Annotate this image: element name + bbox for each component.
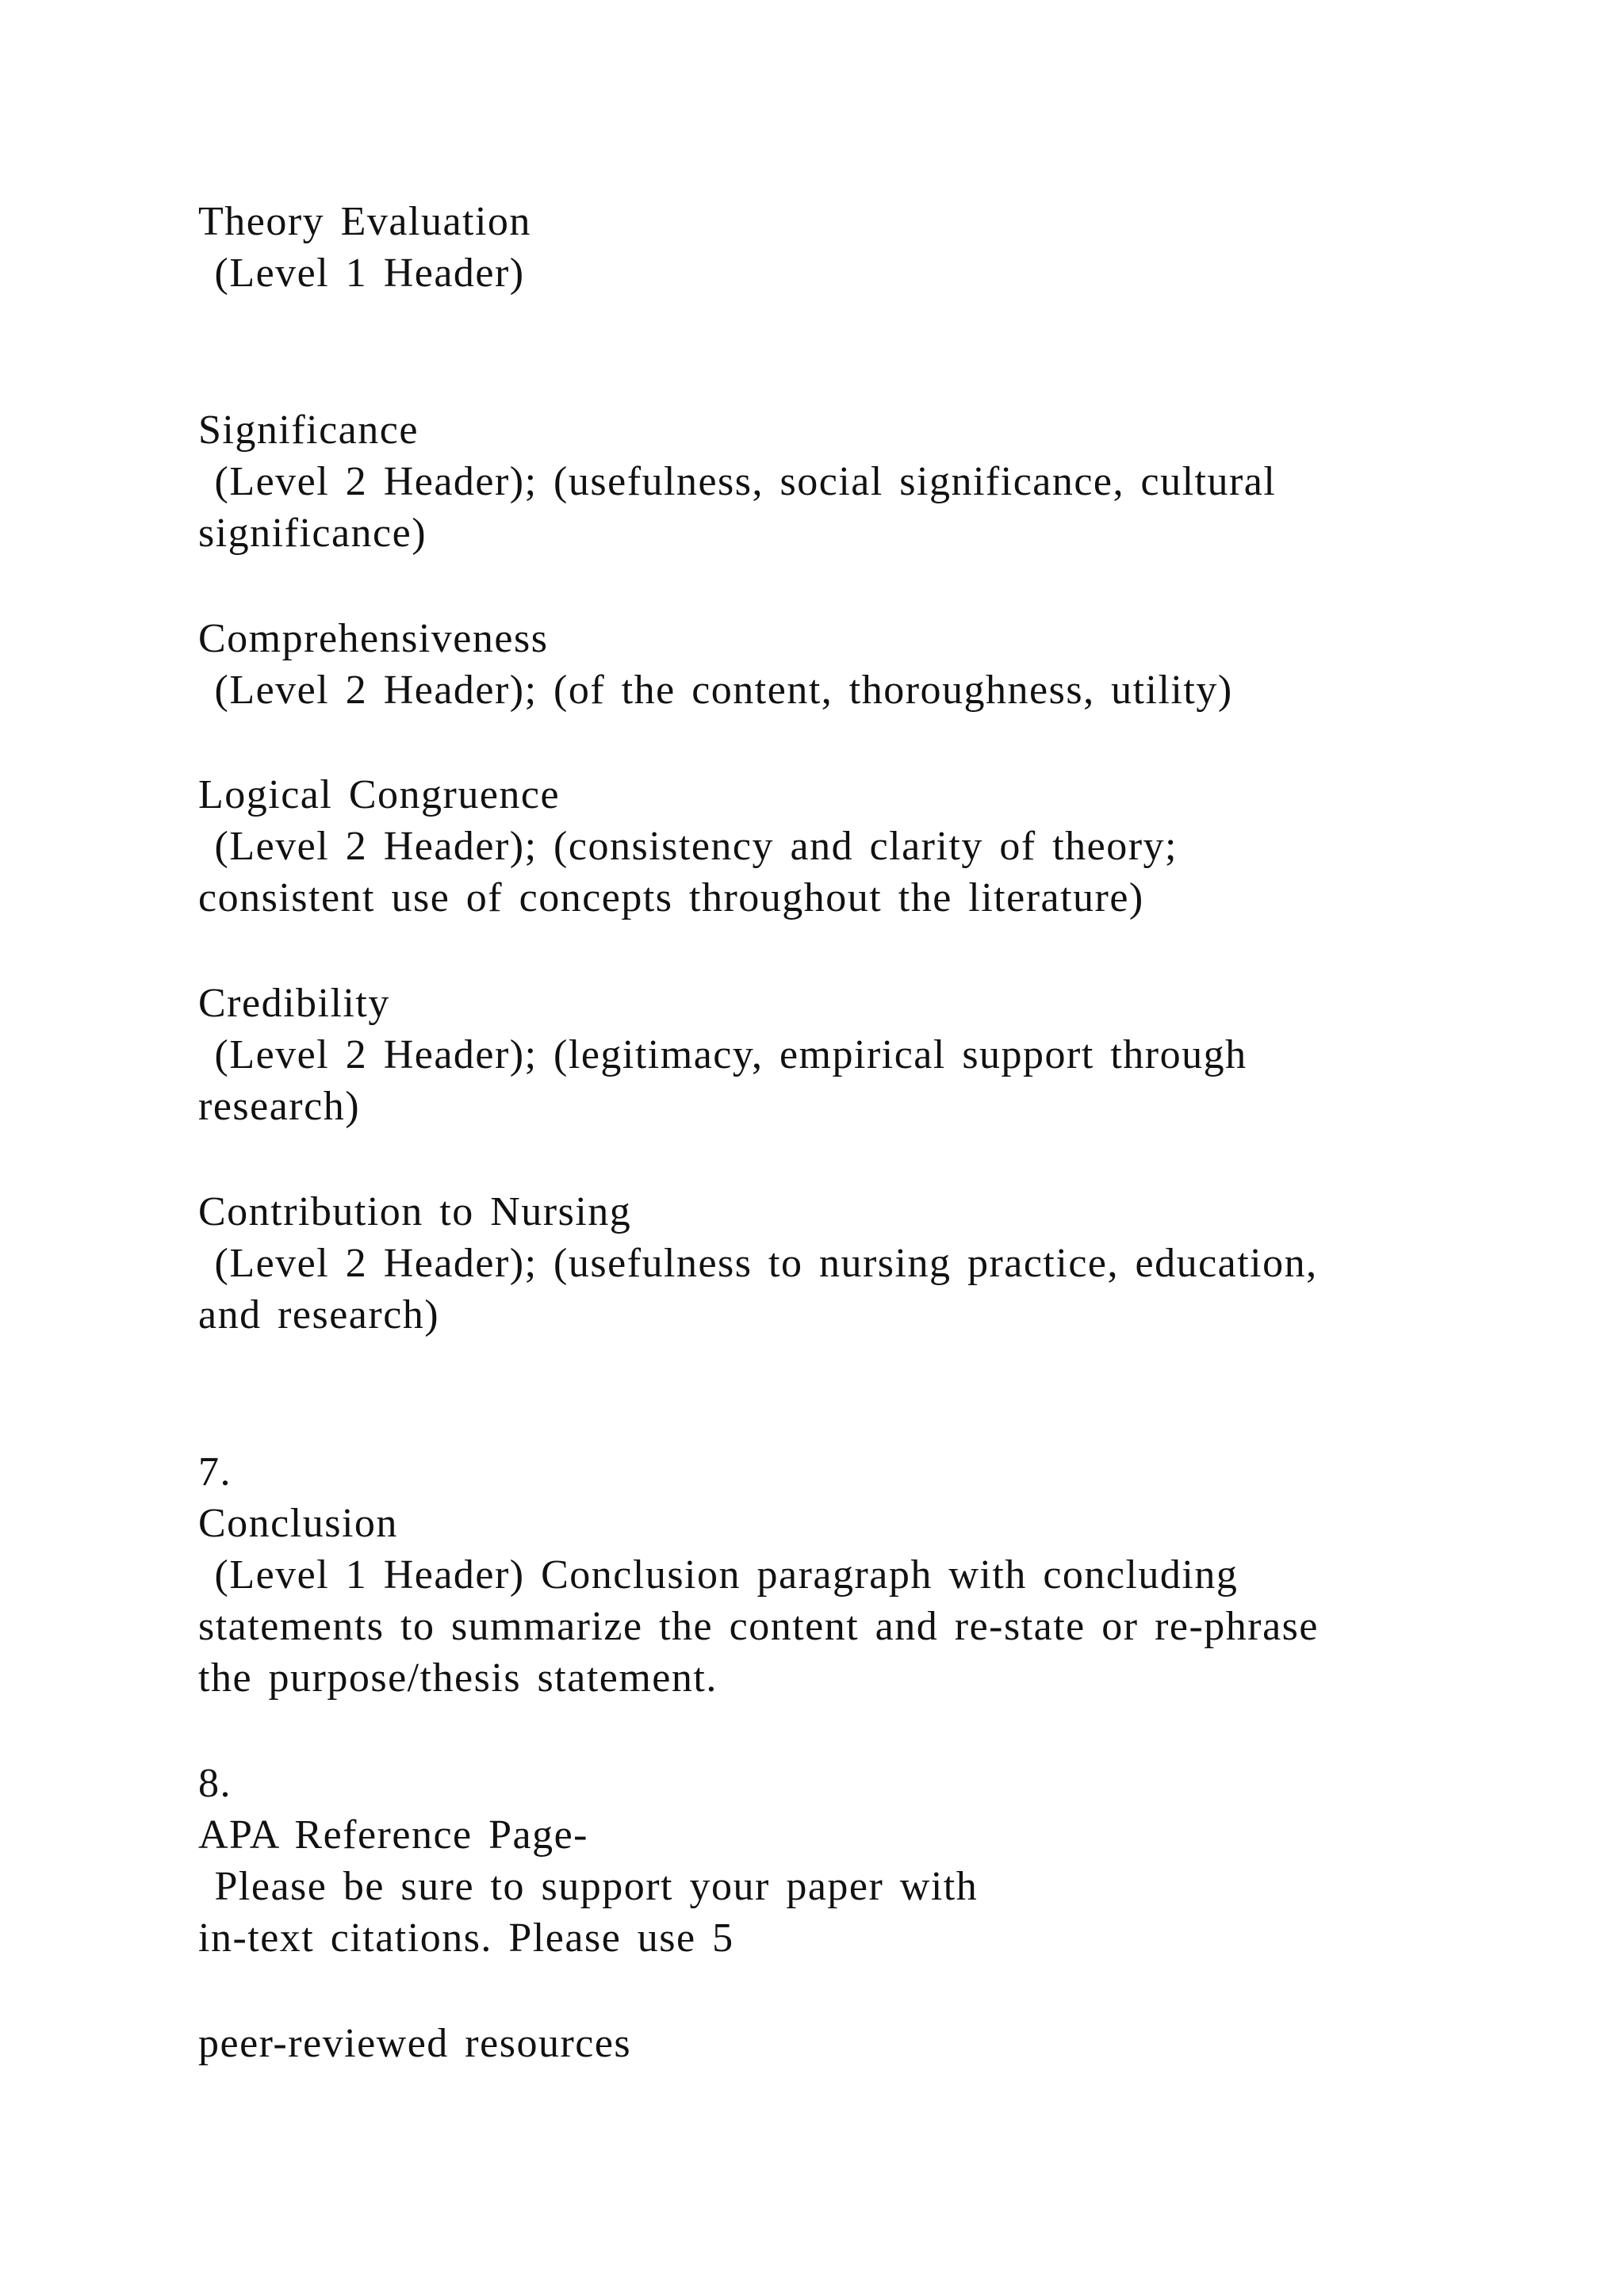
credibility-heading: Credibility xyxy=(198,981,390,1026)
credibility-note-line-1: (Level 2 Header); (legitimacy, empirical support through xyxy=(198,1032,1247,1077)
contribution-heading: Contribution to Nursing xyxy=(198,1189,632,1234)
contribution-note-line-1: (Level 2 Header); (usefulness to nursing practice, education, xyxy=(198,1241,1318,1286)
significance-note-line-2: significance) xyxy=(198,511,427,556)
references-text-line-1: Please be sure to support your paper with xyxy=(198,1864,979,1909)
significance-heading: Significance xyxy=(198,408,419,453)
conclusion-text-line-1: (Level 1 Header) Conclusion paragraph with concluding xyxy=(198,1552,1239,1598)
conclusion-text-line-3: the purpose/thesis statement. xyxy=(198,1655,718,1701)
logical-congruence-note-line-1: (Level 2 Header); (consistency and clarity of theory; xyxy=(198,824,1178,869)
credibility-note-line-2: research) xyxy=(198,1084,361,1129)
references-text-line-3: peer-reviewed resources xyxy=(198,2021,632,2066)
theory-evaluation-level-note: (Level 1 Header) xyxy=(198,251,525,296)
contribution-note-line-2: and research) xyxy=(198,1292,440,1337)
references-text-line-2: in-text citations. Please use 5 xyxy=(198,1915,734,1961)
conclusion-heading: Conclusion xyxy=(198,1501,398,1546)
comprehensiveness-heading: Comprehensiveness xyxy=(198,616,549,661)
theory-evaluation-heading: Theory Evaluation xyxy=(198,199,531,244)
significance-note-line-1: (Level 2 Header); (usefulness, social significance, cultural xyxy=(198,459,1277,504)
conclusion-text-line-2: statements to summarize the content and re-state or re-phrase xyxy=(198,1604,1319,1649)
comprehensiveness-note-line-1: (Level 2 Header); (of the content, thoroughness, utility) xyxy=(198,668,1233,713)
references-heading: APA Reference Page- xyxy=(198,1812,588,1858)
logical-congruence-note-line-2: consistent use of concepts throughout the literature) xyxy=(198,875,1144,920)
conclusion-number: 7. xyxy=(198,1449,232,1494)
references-number: 8. xyxy=(198,1761,232,1806)
logical-congruence-heading: Logical Congruence xyxy=(198,772,561,817)
